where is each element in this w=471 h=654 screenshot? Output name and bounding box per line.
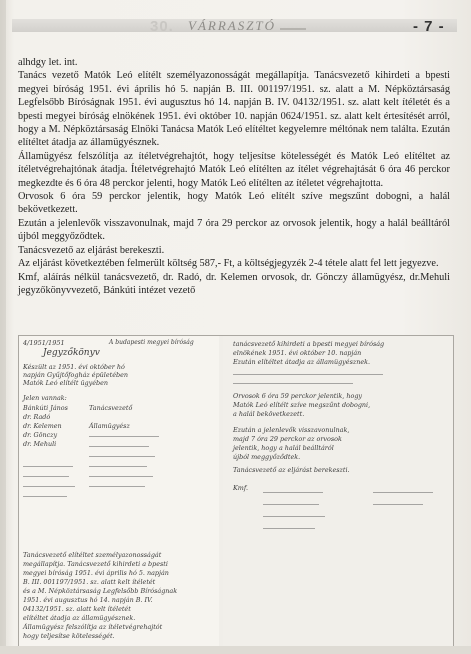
handwriting-stroke (89, 440, 149, 447)
page-header (0, 0, 471, 40)
article-body (18, 56, 450, 297)
handwriting-stroke (233, 377, 353, 384)
doc-line: Államügyész felszólítja az ítéletvégrehajtót (23, 623, 163, 631)
paragraph: Államügyész felszólítja az ítéletvégrehajtót, hogy teljesítse kötelességét és Matók Leó elítéltet az ítéletvégrehajtónak átadja. Ítéletvégrehajtó Matók Leó elítélten az ítélet végrehajtását 6 óra 46 perckor megkezdte és 6 óra 48 perckor jelenti, hogy Matók Leó elítélten az ítéletet végrehajtotta. (18, 150, 450, 189)
doc-line: jelentik, hogy a halál beálltáról (233, 444, 334, 452)
handwriting-stroke (233, 368, 383, 375)
doc-left-header: 4/1951/1951 (23, 339, 65, 347)
doc-line: dr. Radó (23, 413, 51, 421)
doc-left-subheader: A budapesti megyei bíróság (109, 339, 194, 346)
doc-line: dr. Mehuli (23, 440, 57, 448)
doc-line: 1951. évi augusztus hó 14. napján B. IV. (23, 596, 153, 604)
handwriting-stroke (23, 470, 69, 477)
paragraph: Ezután a jelenlevők visszavonulnak, majd 7 óra 29 perckor az orvosok jelentik, hogy a halál beálltáról újból meggyőződtek. (18, 217, 450, 243)
handwriting-stroke (89, 480, 145, 487)
doc-line: 04132/1951. sz. alatt kelt ítéletét (23, 605, 131, 613)
paragraph: Az eljárást következtében felmerült költség 587,- Ft, a költségjegyzék 2-4 tétele alatt fel lett jegyezve. (18, 258, 439, 270)
handwriting-stroke (23, 460, 73, 467)
paragraph: Kmf, aláírás nélkül tanácsvezető, dr. Radó, dr. Kelemen orvosok, dr. Gönczy államügyész, dr.Mehuli jegyzőkönyvvezető, Bánkúti intézet vezető (18, 271, 450, 296)
handwritten-document-image (18, 335, 454, 649)
doc-line: Államügyész (89, 422, 130, 430)
doc-line: Tanácsvezető az eljárást berekeszti. (233, 466, 350, 474)
doc-line: Tanácsvezető (89, 404, 133, 412)
signature-stroke (263, 510, 325, 517)
handwriting-stroke (89, 470, 153, 477)
doc-line: elítéltet átadja az államügyésznek. (23, 614, 136, 622)
doc-line: B. III. 001197/1951. sz. alatt kelt ítéletét (23, 578, 156, 586)
document-right-page (223, 336, 453, 648)
doc-line: a halál bekövetkezett. (233, 410, 305, 418)
signature-stroke (373, 498, 423, 505)
title-underline-decoration (280, 28, 306, 30)
doc-line: Orvosok 6 óra 59 perckor jelentik, hogy (233, 392, 363, 400)
doc-line: hogy teljesítse kötelességét. (23, 632, 115, 640)
doc-line: megállapítja. Tanácsvezető kihirdeti a bpesti (23, 560, 168, 568)
doc-line: dr. Gönczy (23, 431, 58, 439)
issue-number: 30. (150, 18, 174, 35)
binding-shadow (0, 0, 6, 654)
doc-line: majd 7 óra 29 perckor az orvosok (233, 435, 342, 443)
doc-line: újból meggyőződtek. (233, 453, 301, 461)
signature-stroke (263, 486, 323, 493)
doc-line: elnökének 1951. évi október 10. napján (233, 349, 362, 357)
doc-line: Ezután elítéltet átadja az államügyésznek. (233, 358, 371, 366)
doc-line: Tanácsvezető elítéltet személyazonosságát (23, 551, 162, 559)
handwriting-stroke (89, 460, 147, 467)
doc-left-title: Jegyzőkönyv (43, 348, 100, 358)
handwriting-stroke (89, 430, 159, 437)
handwriting-stroke (23, 490, 67, 497)
signature-stroke (263, 498, 319, 505)
signature-stroke (263, 522, 315, 529)
doc-line: Matók Leó elítélt ügyében (23, 379, 109, 387)
page-number: - 7 - (413, 18, 445, 35)
doc-line: napján Gyűjtőfogház épületében (23, 371, 128, 379)
doc-line: Készült az 1951. évi október hó (23, 363, 125, 371)
document-left-page (19, 336, 219, 648)
paragraph: Tanácsvezető az eljárást berekeszti. (18, 244, 165, 256)
paragraph: Orvosok 6 óra 59 perckor jelentik, hogy Matók Leó elítélt szíve megszűnt dobogni, a halál bekövetkezett. (18, 191, 450, 216)
paragraph: alhdgy let. int. (18, 57, 78, 68)
doc-line: Ezután a jelenlevők visszavonulnak, (233, 426, 350, 434)
doc-line: Matók Leó elítélt szíve megszűnt dobogni, (233, 401, 371, 409)
paragraph: Tanács vezető Matók Leó elítélt személyazonosságát megállapítja. Tanácsvezető kihirdeti a bpesti megyei bíróság 1951. évi április hó 5. napján B. III. 001197/1951. sz. alatt a M. Népköztársaság Legfelsőbb Bíróságnak 1951. évi augusztus hó 14. napján B. IV. 04132/1951. sz. alatt kelt ítéletét és a bpesti megyei bíróság elnökének 1951. évi október 10. napján 0624/1951. sz. alatt kelt értesítését arról, hogy a M. Népköztársaság Elnöki Tanácsa Matók Leó elítéltet kegyelemre méltónak nem találta. Ezután elítéltet átadja az államügyésznek. (18, 70, 450, 149)
signature-stroke (373, 486, 433, 493)
handwriting-stroke (89, 450, 155, 457)
doc-line: megyei bíróság 1951. évi április hó 5. napján (23, 569, 169, 577)
publication-title: VÁRRASZTÓ (188, 18, 277, 33)
doc-line: Bánkúti János (23, 404, 68, 412)
doc-line: Kmf. (233, 484, 249, 492)
doc-line: tanácsvezető kihirdeti a bpesti megyei bíróság (233, 340, 385, 348)
doc-line: Jelen vannak: (23, 394, 67, 402)
doc-line: dr. Kelemen (23, 422, 62, 430)
handwriting-stroke (23, 480, 75, 487)
doc-line: és a M. Népköztársaság Legfelsőbb Bíróságnak (23, 587, 178, 595)
page-bottom-edge (0, 646, 471, 654)
